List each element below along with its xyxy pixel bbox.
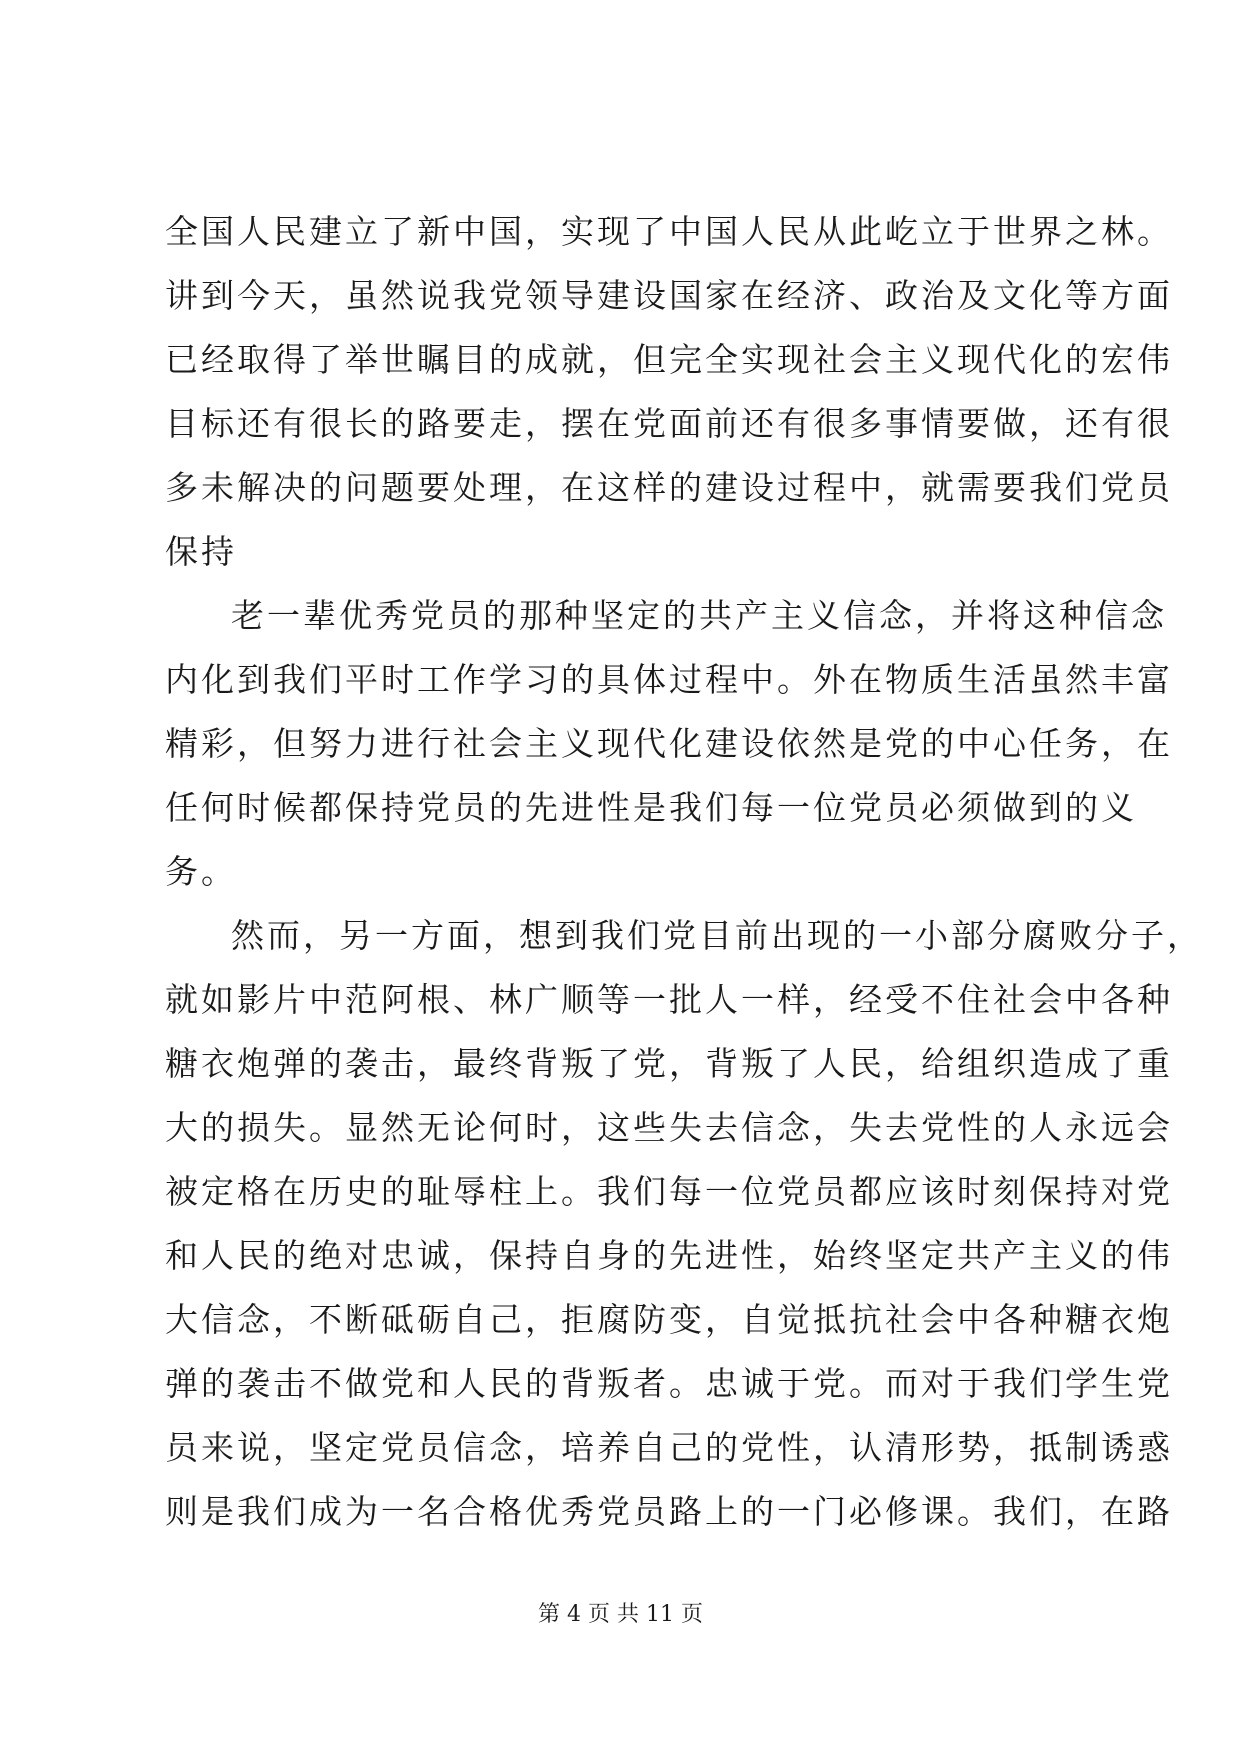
text-line: 内化到我们平时工作学习的具体过程中。外在物质生活虽然丰富	[165, 660, 1173, 699]
text-line: 多未解决的问题要处理，在这样的建设过程中，就需要我们党员	[165, 468, 1173, 507]
text-line: 目标还有很长的路要走，摆在党面前还有很多事情要做，还有很	[165, 404, 1173, 443]
text-line: 精彩，但努力进行社会主义现代化建设依然是党的中心任务，在	[165, 724, 1173, 763]
text-line: 弹的袭击不做党和人民的背叛者。忠诚于党。而对于我们学生党	[165, 1364, 1173, 1403]
text-line: 员来说，坚定党员信念，培养自己的党性，认清形势，抵制诱惑	[165, 1428, 1173, 1467]
text-line: 就如影片中范阿根、林广顺等一批人一样，经受不住社会中各种	[165, 980, 1173, 1019]
text-line: 已经取得了举世瞩目的成就，但完全实现社会主义现代化的宏伟	[165, 340, 1173, 379]
text-line: 则是我们成为一名合格优秀党员路上的一门必修课。我们，在路	[165, 1492, 1173, 1531]
text-line: 然而，另一方面，想到我们党目前出现的一小部分腐败分子，	[231, 916, 1203, 955]
text-line: 糖衣炮弹的袭击，最终背叛了党，背叛了人民，给组织造成了重	[165, 1044, 1173, 1083]
paragraph-3	[165, 904, 1203, 1544]
text-line: 老一辈优秀党员的那种坚定的共产主义信念，并将这种信念	[231, 596, 1167, 635]
page-number-footer: 第 4 页 共 11 页	[538, 1602, 703, 1627]
paragraph-2	[165, 584, 1173, 904]
document-body	[165, 200, 1203, 1544]
text-line: 大的损失。显然无论何时，这些失去信念，失去党性的人永远会	[165, 1108, 1173, 1147]
text-line: 保持	[165, 532, 237, 571]
text-line: 讲到今天，虽然说我党领导建设国家在经济、政治及文化等方面	[165, 276, 1173, 315]
paragraph-1	[165, 200, 1173, 584]
text-line: 任何时候都保持党员的先进性是我们每一位党员必须做到的义	[165, 788, 1137, 827]
text-line: 务。	[165, 852, 237, 891]
text-line: 被定格在历史的耻辱柱上。我们每一位党员都应该时刻保持对党	[165, 1172, 1173, 1211]
text-line: 和人民的绝对忠诚，保持自身的先进性，始终坚定共产主义的伟	[165, 1236, 1173, 1275]
text-line: 全国人民建立了新中国，实现了中国人民从此屹立于世界之林。	[165, 212, 1173, 251]
text-line: 大信念，不断砥砺自己，拒腐防变，自觉抵抗社会中各种糖衣炮	[165, 1300, 1173, 1339]
